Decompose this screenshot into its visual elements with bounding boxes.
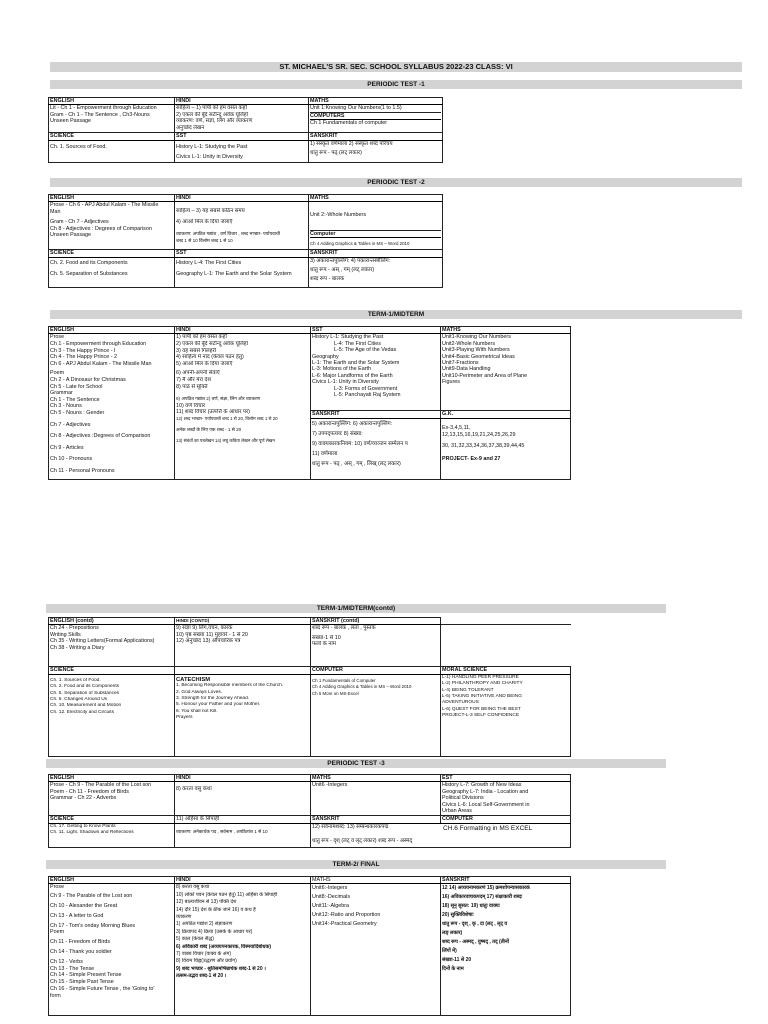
term2-sanskrit-line: लिंगों में) xyxy=(442,948,457,955)
term1-sst-line: L-3: Motions of the Earth xyxy=(312,366,372,373)
term2-sanskrit-line: 20) सुक्तिविशेषाः xyxy=(442,912,474,919)
pt2-sanskrit-cell xyxy=(309,257,443,287)
term1-sst-line: History L-1: Studying the Past xyxy=(312,334,384,341)
term1c-catechism-line: 1. Becoming Responsible members of the Church. xyxy=(176,683,284,689)
term1c-hindi-cell xyxy=(175,625,311,667)
term1c-moral-project: PROJECT-L-3 SELF CONFIDENCE xyxy=(442,713,520,719)
term1-hindi-line: 6) अपनी-अपनी सेवाएँ xyxy=(176,370,220,377)
term1c-science-line: Ch. 12. Electricity and Circuits xyxy=(50,709,114,715)
term1c-hindi-line: 10) पृष्ठ संख्या 11) मुहावरे - 1 से 20 xyxy=(176,631,248,638)
section-header-pt3: PERIODIC TEST -3 xyxy=(46,759,666,768)
term1-table xyxy=(48,326,571,480)
pt3-computer-line: CH.6 Formatting in MS EXCEL xyxy=(443,824,533,832)
term1-english-line: Ch 9 - Articles xyxy=(50,444,84,451)
term1-sst-line: L-5: The Age of the Vedas xyxy=(334,347,397,354)
term1-sst-line: L-1: The Earth and the Solar System xyxy=(312,360,400,367)
term1c-moral-cell xyxy=(441,674,571,756)
term1-sanskrit-header: SANSKRIT xyxy=(311,411,441,418)
pt3-english-line: Poem - Ch 11 - Freedom of Birds xyxy=(50,788,129,795)
term1c-moral-line: L-1) HANDLING PEER PRESSURE xyxy=(442,674,519,680)
pt1-sst-line: Civics L-1: Unity in Diversity xyxy=(176,154,243,161)
term2-maths-header: MATHS xyxy=(311,877,441,884)
term1c-catechism-line: 3. Strength for the Journey Ahead. xyxy=(176,696,250,702)
term1c-english-line: Ch 24 - Prepositions xyxy=(50,625,99,632)
term2-sanskrit-line: शब्द रूप - अस्मद् , युष्मद् , तद् (तीनों xyxy=(442,939,509,946)
pt2-science-line: Ch. 5. Separation of Substances xyxy=(50,271,128,278)
term2-sanskrit-line: लङ् लकार) xyxy=(442,930,463,937)
pt2-science-line: Ch. 2. Food and its Components xyxy=(50,259,128,266)
term1-hindi-line: 11) शब्द विचार (उत्पत्ति के आधार पर) xyxy=(176,409,250,416)
term2-hindi-line: 14) दौरे 15) देश के ठीक जाने 16) व कथ है xyxy=(176,906,256,913)
term1c-sanskrit-line: शब्द रूप - बालक , लता , पुस्तक xyxy=(312,625,376,632)
term2-hindi-line: 7) वाक्य विचार (वाक्य के अंग) xyxy=(176,951,232,958)
pt3-english-cell xyxy=(49,782,175,816)
pt3-science-cell xyxy=(49,823,175,847)
term2-hindi-line: 8) विराम चिह्न(उद्धरण और प्रयोग) xyxy=(176,958,237,965)
term1c-science-cell xyxy=(49,674,175,756)
pt1-english-cell xyxy=(49,105,175,133)
term2-table xyxy=(48,876,571,1016)
term1c-computer-line: Ch 1 Fundamentals of Computer xyxy=(312,677,376,683)
pt3-sst-line: Civics L-6: Local Self-Government in xyxy=(442,801,530,808)
pt1-sst-cell xyxy=(175,140,309,162)
term1-english-line: Ch 4 - The Happy Prince - 2 xyxy=(50,354,118,361)
term1c-moral-line: L-5) TAKING INITIATIVE AND BEING xyxy=(442,694,522,700)
pt1-hindi-line: साहित्य – 1) पापी को हम वसंत कहाँ xyxy=(176,105,247,112)
term2-english-line: Ch 9 - The Parable of the Lost son xyxy=(50,893,133,900)
term1-maths-line: Unit2-Whole Numbers xyxy=(442,340,496,347)
term2-sanskrit-line: संख्या-11 से 20 xyxy=(442,957,472,964)
term1-hindi-line: 5) आओ मिल के दिया जलाएँ xyxy=(176,360,233,367)
pt2-hindi-line: व्याकरण: अपठित गद्यांश , वर्ण विचार , शब्द भण्डार- पर्यायवाची xyxy=(176,231,281,237)
term1-maths-line: Unit9-Data Handling xyxy=(442,366,491,373)
pt2-maths-cell xyxy=(309,202,443,250)
term1-maths-header: MATHS xyxy=(441,327,571,334)
pt2-hindi-line: शब्द 1 से 10 विलोम शब्द 1 से 10 xyxy=(176,237,233,243)
pt2-english-line: Ch 8 - Adjectives : Degrees of Comparison xyxy=(50,225,152,232)
term2-hindi-line: तत्सम-तद्भव शब्द-1 से 20 । xyxy=(176,973,227,980)
pt3-hindi2-line: व्याकरण: अनेकार्थक पद , सर्वनाम , अपठितांश 1 से 10 xyxy=(176,828,268,834)
term1c-moral-line: L-6) QUEST FOR BEING THE BEST xyxy=(442,706,521,712)
term1-hindi-header: HINDI xyxy=(175,327,311,334)
term1c-science-line: Ch. 6. Changes Around Us xyxy=(50,697,108,703)
term1-english-line: Ch 8 - Adjectives :Degrees of Comparison xyxy=(50,433,151,440)
term1-english-line: Ch 5 - Nouns : Gender xyxy=(50,409,105,416)
term2-sanskrit-cell xyxy=(441,884,571,1016)
pt3-science-header: SCIENCE xyxy=(49,816,175,823)
term2-hindi-header: HINDI xyxy=(175,877,311,884)
pt2-sst-cell xyxy=(175,257,309,287)
term1-english-line: Ch 10 - Pronouns xyxy=(50,456,93,463)
pt2-english-cell xyxy=(49,202,175,250)
term2-sanskrit-line: 16) अविकारवाचकपदम् 17) संक्षाकारी शब्दः xyxy=(442,894,523,901)
section-header-term2: TERM-2/ FINAL xyxy=(46,860,666,869)
term2-maths-line: Unit6:-Integers xyxy=(312,885,348,892)
pt2-english-line: Man xyxy=(50,208,61,215)
term1-hindi-line: 1) पापी को हम वसंत कहाँ xyxy=(176,334,227,341)
term1-hindi-line: 2) एकल की बूँदें सटीन्दु अवेक घूलिहो xyxy=(176,341,249,347)
term1-maths-line: Unit7-Fractions xyxy=(442,360,479,367)
term1-sanskrit-line: 9) वाक्यकारकनियम: 10) वर्ण/व्यञ्जन सम्मेलन प xyxy=(312,440,408,447)
pt1-sst-line: History L-1: Studying the Past xyxy=(176,143,248,150)
term2-hindi-line: 8) करता वसु कथा xyxy=(176,884,210,891)
term2-english-line: Ch 14 - Thank you soldier xyxy=(50,948,112,955)
pt1-science-header: SCIENCE xyxy=(49,133,175,140)
pt2-english-line: Prose - Ch 6 - APJ Abdul Kalam - The Missile xyxy=(50,202,159,209)
term1c-catechism-line: 2. God Always Loves. xyxy=(176,689,223,695)
pt1-english-line: Unseen Passage xyxy=(50,118,92,125)
term2-hindi-line: 3) क्रियापद 4) क्रिया (उसके के आधार पर) xyxy=(176,928,253,935)
term1c-computer-line: Ch 4 Adding Graphics & Tables in MS – Word 2010 xyxy=(312,684,412,690)
term1-sst-cell xyxy=(311,334,441,411)
pt3-maths-header: MATHS xyxy=(311,775,441,782)
term1-sanskrit-line: 11) वर्णमाला xyxy=(312,450,338,457)
pt2-table xyxy=(48,194,443,288)
term2-english-line: Poem xyxy=(50,929,65,936)
term1-english-line: Ch 3 - Nouns xyxy=(50,403,82,410)
pt1-maths-line: Unit 1:Knowing Our Numbers(1 to 1.5) xyxy=(310,105,402,112)
term1-sst-header: SST xyxy=(311,327,441,334)
term1c-moral-header: MORAL SCIENCE xyxy=(441,667,571,674)
term1-gk-header: G.K. xyxy=(441,411,571,418)
term1-maths-line: Unit1-Knowing Our Numbers xyxy=(442,334,511,341)
term1c-moral-line: L-4) BEING TOLERANT xyxy=(442,687,494,693)
term1-maths-line: Unit10-Perimeter and Area of Plane xyxy=(442,372,528,379)
term1c-science-line: Ch. 5. Separation of Substances xyxy=(50,690,120,696)
pt3-sst-line: Political Divisions xyxy=(442,795,484,802)
pt1-sanskrit-line: धातु रूप - पठ् (लट् लकार) xyxy=(310,150,362,157)
term2-english-cell xyxy=(49,884,175,1016)
term1c-sanskrit-header: SANSKRIT (contd) xyxy=(311,618,441,625)
term2-english-header: ENGLISH xyxy=(49,877,175,884)
pt3-sst-header: EST xyxy=(441,775,571,782)
pt1-english-line: Gram - Ch 1 - The Sentence , Ch3-Nouns xyxy=(50,111,150,118)
pt1-maths-header: MATHS xyxy=(309,98,443,105)
term1-hindi-line: 8) पाठ से सूक्ति xyxy=(176,383,208,390)
pt1-sanskrit-header: SANSKRIT xyxy=(309,133,443,140)
term2-hindi-line: 9) शब्द भण्डार - श्रुतिसमभिन्नार्थक शब्द-1 से 20 । xyxy=(176,965,266,972)
term2-maths-line: Unit14:-Practical Geometry xyxy=(312,921,377,928)
term2-hindi-line: 6) अविकारी शब्द (अव्ययपनकारक, विस्मयादिबोधक) xyxy=(176,943,271,950)
term1-hindi-line: 7) मैं और मेरा देश xyxy=(176,376,212,383)
pt3-sst-line: Urban Areas xyxy=(442,808,472,815)
term1c-catechism-line: 5. Honour your Father and your Mother. xyxy=(176,702,261,708)
term2-sanskrit-line: धातु रूप - दृश् , कृ , दा (लट् , लृट् व xyxy=(442,921,508,928)
term1c-english-line: Writing Skills xyxy=(50,631,81,638)
term1c-english-header: ENGLISH (contd) xyxy=(49,618,175,625)
section-header-term1-contd: TERM-1/MIDTERM(contd) xyxy=(46,604,666,613)
term1-maths-line: Unit4-Basic Geometrical Ideas xyxy=(442,353,515,360)
pt3-science-line: Ch. 11. Light, Shadows and Reflections xyxy=(50,830,134,836)
page-title: ST. MICHAEL'S SR. SEC. SCHOOL SYLLABUS 2022-23 CLASS: VI xyxy=(50,62,742,72)
term1-sst-line: L-5: Panchayati Raj System xyxy=(334,392,401,399)
pt1-hindi-cell xyxy=(175,105,309,133)
term2-english-line: Ch 12 - Verbs xyxy=(50,958,83,965)
term1c-hindi-header: HINDI (CONTD) xyxy=(175,618,311,625)
pt2-english-line: Unseen Passage xyxy=(50,232,92,239)
term1-english-line: Ch 11 - Personal Pronouns xyxy=(50,467,115,474)
term2-english-line: Ch 10 - Alexander the Great xyxy=(50,903,118,909)
pt3-maths-cell xyxy=(311,782,441,816)
pt2-english-line: Gram - Ch 7 - Adjectives xyxy=(50,219,109,226)
pt3-english-line: Prose - Ch 9 - The Parable of the Lost son xyxy=(50,782,152,789)
pt1-hindi-line: 2) एकल की बूँदें सटीन्दु अवेक घूलिहो xyxy=(176,111,249,118)
term1-english-line: Ch 3 - The Happy Prince - I xyxy=(50,347,116,354)
pt1-hindi-line: व्याकरण: वर्ण, संज्ञा, लिंग और व्याकरण xyxy=(176,118,253,125)
term2-sanskrit-header: SANSKRIT xyxy=(441,877,571,884)
term2-english-line: form xyxy=(50,992,61,999)
term1-sanskrit-line: 5) अकारान्तपुल्लिंग: 6) अकारान्तपुल्लिंग: xyxy=(312,420,393,427)
pt3-sst-cell xyxy=(441,782,571,816)
term2-maths-line: Unit8:-Decimals xyxy=(312,894,351,901)
pt1-sanskrit-cell xyxy=(309,140,443,162)
term1c-english-line: Ch 35 - Writing Letters(Formal Applications) xyxy=(50,638,155,645)
term2-english-line: Ch 16 - Simple Future Tense , the 'Going to' xyxy=(50,985,155,992)
pt1-table xyxy=(48,97,443,163)
pt2-computer-line: Ch 4 Adding Graphics & Tables in MS – Word 2010 xyxy=(310,241,410,247)
pt2-maths-line: Unit 2:-Whole Numbers xyxy=(310,212,367,219)
term1-sanskrit-line: 7) उपपद्पत्ययः 8) संख्या: xyxy=(312,430,363,437)
term1-hindi-line: 10) वर्ण विचार xyxy=(176,402,206,409)
pt3-maths-line: Unit6 -Integers xyxy=(312,782,348,789)
term1c-catechism-line: 6. You shall not Kill. xyxy=(176,708,218,714)
pt2-sanskrit-header: SANSKRIT xyxy=(309,250,443,257)
term2-hindi-line: 10) लोकों पवन (केवल पठन हेतु) 11) अहिंसा के सिपाही xyxy=(176,891,278,898)
term1-hindi-line: 4) साहित्य में नाद (केवल पठन हेतु) xyxy=(176,354,244,361)
term2-english-line: Ch 17 - Tom's onday Morning Blues xyxy=(50,922,136,929)
term2-sanskrit-line: 12 14) अव्ययनामकरणं 15) क्रमशोपन्यासकारकं xyxy=(442,885,530,892)
term2-english-line: Ch 13 - A letter to God xyxy=(50,912,104,919)
pt3-hindi2-cell xyxy=(175,823,311,847)
section-header-pt1: PERIODIC TEST -1 xyxy=(50,80,742,89)
term1-gk-cell xyxy=(441,418,571,479)
pt3-sanskrit-line: धातु रूप - दृश् (लट् व लृट् लकार) शब्द रूप - अस्मद् xyxy=(312,838,413,845)
pt2-sanskrit-line: 3) अकारान्तपुल्लिंग: 4) पकारान्तस्त्रीलिंग: xyxy=(310,257,391,264)
pt2-hindi-cell xyxy=(175,202,309,250)
pt2-hindi-header: HINDI xyxy=(175,195,309,202)
term1-sanskrit-cell xyxy=(311,418,441,479)
term2-maths-cell xyxy=(311,884,441,1016)
section-header-pt2: PERIODIC TEST -2 xyxy=(50,178,742,187)
term2-sanskrit-line: दिनों के नाम xyxy=(442,966,464,973)
pt2-science-cell xyxy=(49,257,175,287)
term2-hindi-line: व्याकरण xyxy=(176,914,192,921)
term2-english-line: Ch 15 - Simple Past Tense xyxy=(50,979,114,986)
pt2-hindi-line: साहित्य – 3) यह सबसे कठिन समय xyxy=(176,208,245,215)
term1c-catechism-header: CATECHISM xyxy=(176,676,211,683)
term1-sanskrit-line: धातु रूप - पठ् , अस् , गम् , लिख् (लट् लकार) xyxy=(312,460,401,467)
term1-english-line: Ch 1 - The Sentence xyxy=(50,396,100,403)
pt3-sst-line: Geography L-7: India - Location and xyxy=(442,788,529,795)
term2-hindi-line: 1) अपठित गद्यांश 2) संज्ञाकरण xyxy=(176,921,233,928)
pt2-sanskrit-line: शब्द रूप - बालक xyxy=(310,275,345,282)
term1c-computer-cell xyxy=(311,674,441,756)
term1-sst-line: Civics L-1: Unity in Diversity xyxy=(312,379,379,386)
pt3-computer-header: COMPUTER xyxy=(441,816,571,823)
pt3-hindi-lesson: 11) अहिंसा के सिपाही xyxy=(175,816,311,823)
pt1-english-line: Lit - Ch 1 - Empowerment through Education xyxy=(50,105,157,112)
term1-gk-line: 30, 31,32,33,34,36,37,38,39,44,45 xyxy=(442,442,525,449)
term1-english-line: Prose xyxy=(50,334,65,341)
term1-sst-line: Geography xyxy=(312,353,339,360)
term1c-science-line: Ch. 10. Measurement and Motion xyxy=(50,703,122,709)
pt2-sst-header: SST xyxy=(175,250,309,257)
term1c-sanskrit-line: संख्या-1 से 10 xyxy=(312,634,341,641)
term1c-hindi-line: 12) अनुच्छेद 13) औपचारिक पत्र xyxy=(176,638,241,645)
pt2-sst-line: History L-4: The First Cities xyxy=(176,259,242,266)
term1c-catechism-spacer xyxy=(175,667,311,674)
term1-hindi-cell xyxy=(175,334,311,479)
pt1-science-cell xyxy=(49,140,175,162)
pt3-hindi-cell xyxy=(175,782,311,816)
term1-hindi-line: अनेक शब्दों के लिए एक शब्द - 1 से 20 xyxy=(176,426,242,432)
term1c-catechism-cell xyxy=(175,674,311,756)
term1-gk-project: PROJECT- Ex-9 and 27 xyxy=(442,455,501,462)
pt1-hindi-header: HINDI xyxy=(175,98,309,105)
term2-english-line: Ch 11 - Freedom of Birds xyxy=(50,939,111,946)
term1c-science-header: SCIENCE xyxy=(49,667,175,674)
pt1-hindi-line: अनुच्छेद लेखन xyxy=(176,124,205,131)
term1c-empty-cell xyxy=(441,618,571,625)
pt3-sanskrit-line: 12) सर्वनामशब्द: 13) सम्बन्धकारकपद्म xyxy=(312,823,389,830)
pt2-english-header: ENGLISH xyxy=(49,195,175,202)
term1c-moral-line: L-2) PHILANTHROPY AND CHARITY xyxy=(442,681,523,687)
pt3-sst-line: History L-7: Growth of New Ideas xyxy=(442,782,522,789)
term2-english-line: Prose xyxy=(50,884,65,891)
pt3-hindi-line: 8) करता वसु कथा xyxy=(176,786,212,793)
term1-english-line: Ch 5 - Late for School xyxy=(50,383,103,390)
term1c-table xyxy=(48,617,571,757)
pt3-table xyxy=(48,774,571,848)
pt2-computer-header: Computer xyxy=(310,230,441,238)
term1-hindi-line: 12) शब्द भण्डार- पर्यायवाची शब्द 1 से 20, विलोम शब्द 1 से 20 xyxy=(176,415,278,421)
pt3-hindi-header: HINDI xyxy=(175,775,311,782)
term2-hindi-line: 5) काल (केवल सैद्ध) xyxy=(176,936,214,943)
term1-sst-line: L-6: Major Landforms of the Earth xyxy=(312,372,393,379)
term1c-hindi-line: 9) संज्ञा 9) लिंग,वचन, कारक xyxy=(176,625,233,632)
term1c-moral-line: ADVENTUROUS xyxy=(442,700,479,706)
term2-english-line: Ch 13 - The Tense xyxy=(50,965,95,972)
term1-sst-line: L-4: The First Cities xyxy=(334,340,381,347)
term1c-sanskrit-line: फलों के नाम xyxy=(312,641,336,648)
pt2-hindi-line: 4) आओ मिल के दिया जलाएँ xyxy=(176,218,233,225)
term1-english-line: Ch 1 - Empowerment through Education xyxy=(50,341,147,347)
pt3-science-line: Ch. 17. Getting to Know Plants xyxy=(50,823,116,829)
pt1-maths-cell xyxy=(309,105,443,133)
term1c-english-cell xyxy=(49,625,175,667)
term2-english-line: Ch 14 - Simple Present Tense xyxy=(50,972,122,979)
term1c-catechism-line: Prayers xyxy=(176,715,193,721)
term1c-science-line: Ch. 1. Sources of Food. xyxy=(50,677,101,683)
term1-gk-line: Ex-3,4,5,11, xyxy=(442,424,471,431)
term2-sanskrit-line: 18) सूनृ सुसत: 19) धातुः वाक्यः xyxy=(442,903,500,910)
term1-english-line: Grammar xyxy=(50,390,73,397)
term1c-science-line: Ch. 2. Food and its Components xyxy=(50,684,120,690)
term1-sst-line: L-3: Forms of Government xyxy=(334,385,398,392)
pt1-science-line: Ch. 1. Sources of Food. xyxy=(50,143,107,150)
term1-gk-line: 12,13,15,16,19,21,24,25,26,29 xyxy=(442,431,516,438)
term1-hindi-line: 3) वह सबसे गिलहरी xyxy=(176,347,217,354)
pt1-english-header: ENGLISH xyxy=(49,98,175,105)
pt3-english-line: Grammar - Ch 22 - Adverbs xyxy=(50,795,117,802)
pt3-sanskrit-cell xyxy=(311,823,571,847)
term1c-english-line: Ch 38 - Writing a Diary xyxy=(50,644,105,651)
term1-hindi-line: 13) संबंधों का पत्रलेखन 14) लघु कविता लेखन और पूर्ण लेखन xyxy=(176,438,275,444)
term1c-blank-cell xyxy=(441,625,571,667)
pt2-science-header: SCIENCE xyxy=(49,250,175,257)
term2-hindi-line: 12) बाल्यजीवन से 13) पंक्ति देश xyxy=(176,899,237,906)
term1-english-line: Ch 2 - A Dinosaur for Christmas xyxy=(50,376,126,383)
pt3-english-header: ENGLISH xyxy=(49,775,175,782)
term2-maths-line: Unit11:-Algebra xyxy=(312,903,350,910)
term1-english-line: Ch 7 - Adjectives xyxy=(50,421,91,428)
term1-maths-line: Figures xyxy=(442,379,460,386)
term2-maths-line: Unit12:-Ratio and Proportion xyxy=(312,912,381,919)
pt2-maths-header: MATHS xyxy=(309,195,443,202)
pt1-sst-header: SST xyxy=(175,133,309,140)
pt2-sst-line: Geography L-1: The Earth and the Solar System xyxy=(176,271,292,278)
term1-maths-cell xyxy=(441,334,571,411)
term1c-sanskrit-cell xyxy=(311,625,441,667)
section-header-term1: TERM-1/MIDTERM xyxy=(50,310,742,319)
term1-english-header: ENGLISH xyxy=(49,327,175,334)
pt2-sanskrit-line: धातु रूप - अस् , गम् (लट् लकार) xyxy=(310,267,375,274)
pt1-sanskrit-line: 1) संस्कृत वर्णमाला 2) संस्कृत शब्द परिचय xyxy=(310,140,393,147)
term1-maths-line: Unit3-Playing With Numbers xyxy=(442,347,510,354)
term1-hindi-line: 9) अपठित गद्यांश 2) वर्ण, संज्ञा, लिंग और व्याकरण xyxy=(176,396,261,402)
term1-english-line: Ch 6 - APJ Abdul Kalam - The Missile Man xyxy=(50,360,152,367)
pt1-computers-header: COMPUTERS xyxy=(310,112,441,120)
term1c-computer-line: Ch 5 More on MS-Excel xyxy=(312,690,359,696)
term1c-computer-header: COMPUTER xyxy=(311,667,441,674)
pt1-computers-line: Ch 1 Fundamentals of computer xyxy=(310,120,388,127)
term1-english-line: Poem xyxy=(50,370,65,377)
term2-hindi-cell xyxy=(175,884,311,1016)
pt3-sanskrit-header: SANSKRIT xyxy=(311,816,441,823)
term1-english-cell xyxy=(49,334,175,479)
